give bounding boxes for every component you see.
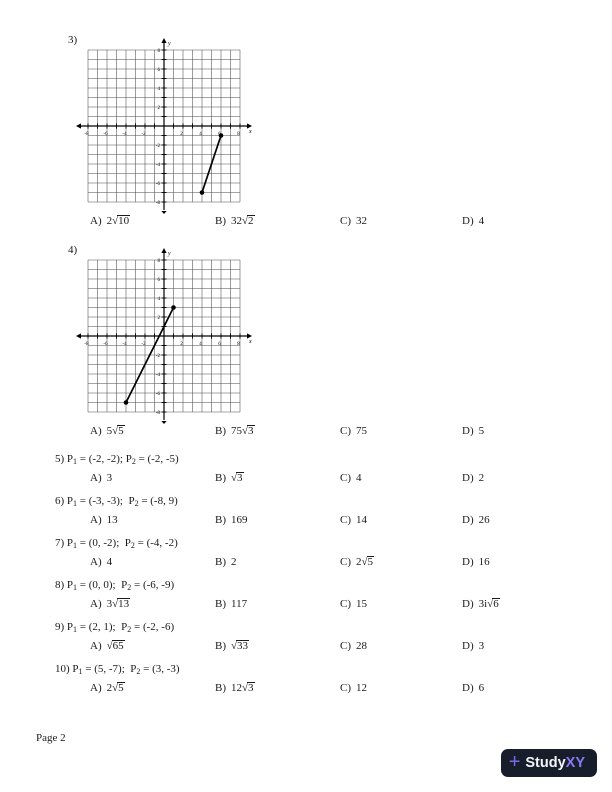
subscript-1: 1 xyxy=(73,583,78,592)
problem-statement: 7) $P_1 = (0$, -2); $P_2 = (-4$, -2) xyxy=(55,537,178,550)
choice-value: 2√5 xyxy=(356,556,374,568)
choice-label: D) xyxy=(462,640,474,652)
choice-label: A) xyxy=(90,514,102,526)
choice-value: 3 xyxy=(478,640,485,652)
choice-label: C) xyxy=(340,556,351,568)
choice-value: 4 xyxy=(356,472,362,484)
radicand: 3 xyxy=(237,472,243,484)
choice-label: B) xyxy=(215,556,226,568)
sqrt-symbol: √ xyxy=(361,556,367,568)
page-number-label: Page 2 xyxy=(36,732,66,744)
choice-A xyxy=(90,425,215,440)
choice-C xyxy=(340,598,462,613)
subscript-1: 1 xyxy=(73,541,78,550)
choice-B xyxy=(215,598,340,613)
choice-label: B) xyxy=(215,215,226,227)
choice-D xyxy=(462,425,612,440)
choice-B xyxy=(215,514,340,529)
svg-text:-4: -4 xyxy=(122,132,127,137)
radicand: 3 xyxy=(248,682,254,694)
radicand: 2 xyxy=(248,215,254,227)
choice-label: D) xyxy=(462,425,474,437)
sqrt-symbol: √ xyxy=(242,682,248,694)
choice-label: B) xyxy=(215,598,226,610)
choice-A xyxy=(90,640,215,655)
choice-D xyxy=(462,682,612,697)
brand-name-study: Study xyxy=(525,755,566,771)
svg-text:-2: -2 xyxy=(155,144,160,149)
problem-number: 4) xyxy=(68,244,78,256)
choice-label: D) xyxy=(462,682,474,694)
choice-C xyxy=(340,640,462,655)
problem-statement: 9) $P_1 = (2$, 1); $P_2 = (-2$, -6) xyxy=(55,621,175,634)
choice-value: 75 xyxy=(356,425,367,437)
choice-C xyxy=(340,215,462,230)
choice-label: C) xyxy=(340,640,351,652)
choice-value: 3i√6 xyxy=(478,598,499,610)
choice-label: A) xyxy=(90,425,102,437)
radicand: 65 xyxy=(112,640,124,652)
subscript-1: 1 xyxy=(73,457,78,466)
choice-value: 2√10 xyxy=(106,215,130,227)
choice-label: B) xyxy=(215,682,226,694)
radicand: 33 xyxy=(237,640,249,652)
answer-choices-row xyxy=(90,472,612,487)
choice-value: 15 xyxy=(356,598,367,610)
sqrt-symbol: √ xyxy=(231,640,237,652)
problem-4 xyxy=(0,242,612,440)
svg-text:8: 8 xyxy=(237,132,240,137)
choice-label: C) xyxy=(340,472,351,484)
choice-value: 2 xyxy=(478,472,485,484)
graph-wrapper xyxy=(78,32,612,212)
choice-D xyxy=(462,472,612,487)
problem-statement: 8) $P_1 = (0$, 0); $P_2 = (-6$, -9) xyxy=(55,579,175,592)
subscript-2: 2 xyxy=(134,499,139,508)
choice-B xyxy=(215,640,340,655)
problem-3 xyxy=(0,32,612,230)
problem-10 xyxy=(55,662,612,696)
choice-value: 4 xyxy=(478,215,485,227)
choice-value xyxy=(231,640,249,652)
choice-B xyxy=(215,682,340,697)
plus-icon: + xyxy=(508,751,521,773)
svg-text:x: x xyxy=(249,129,252,135)
svg-text:6: 6 xyxy=(218,342,221,347)
choice-value: 3 xyxy=(106,472,113,484)
problem-9 xyxy=(55,620,612,654)
svg-text:8: 8 xyxy=(157,259,160,264)
choice-label: C) xyxy=(340,215,351,227)
choice-label: D) xyxy=(462,556,474,568)
choice-C xyxy=(340,472,462,487)
choice-A xyxy=(90,556,215,571)
choice-value: 5 xyxy=(478,425,485,437)
choice-B xyxy=(215,472,340,487)
svg-text:-6: -6 xyxy=(103,132,108,137)
choice-value xyxy=(107,640,125,652)
subscript-2: 2 xyxy=(136,667,141,676)
choice-B xyxy=(215,556,340,571)
choice-D xyxy=(462,640,612,655)
choice-value: 26 xyxy=(478,514,490,526)
choice-A xyxy=(90,682,215,697)
answer-choices-row xyxy=(90,425,612,440)
choice-value: 14 xyxy=(356,514,367,526)
choice-C xyxy=(340,514,462,529)
sqrt-symbol: √ xyxy=(112,215,118,227)
choice-label: B) xyxy=(215,472,226,484)
brand-name-xy: XY xyxy=(565,755,585,771)
svg-text:-6: -6 xyxy=(103,342,108,347)
svg-text:4: 4 xyxy=(199,132,202,137)
svg-text:-2: -2 xyxy=(141,342,146,347)
svg-text:-2: -2 xyxy=(141,132,146,137)
svg-text:4: 4 xyxy=(157,297,160,302)
choice-label: C) xyxy=(340,514,351,526)
choice-C xyxy=(340,556,462,571)
svg-text:4: 4 xyxy=(157,87,160,92)
answer-choices-row xyxy=(90,682,612,697)
svg-text:4: 4 xyxy=(199,342,202,347)
choice-C xyxy=(340,682,462,697)
svg-text:-8: -8 xyxy=(84,132,89,137)
choice-value: 169 xyxy=(231,514,248,526)
choice-label: B) xyxy=(215,640,226,652)
answer-choices-row xyxy=(90,215,612,230)
sqrt-symbol: √ xyxy=(112,425,118,437)
choice-label: A) xyxy=(90,472,102,484)
answer-choices-row xyxy=(90,640,612,655)
choice-A xyxy=(90,598,215,613)
choice-D xyxy=(462,215,612,230)
studyxy-logo xyxy=(501,749,597,777)
subscript-2: 2 xyxy=(131,457,136,466)
problem-7 xyxy=(55,536,612,570)
choice-label: B) xyxy=(215,425,226,437)
svg-text:6: 6 xyxy=(157,278,160,283)
radicand: 5 xyxy=(118,425,124,437)
choice-label: D) xyxy=(462,215,474,227)
sqrt-symbol: √ xyxy=(487,598,493,610)
choice-A xyxy=(90,215,215,230)
choice-value: 2 xyxy=(231,556,237,568)
choice-label: A) xyxy=(90,215,102,227)
svg-text:2: 2 xyxy=(180,342,183,347)
choice-value xyxy=(231,472,244,484)
choice-value: 2√5 xyxy=(106,682,124,694)
radicand: 10 xyxy=(118,215,130,227)
problem-statement: 6) $P_1 = (-3$, -3); $P_2 = (-8$, 9) xyxy=(55,495,178,508)
subscript-2: 2 xyxy=(130,541,135,550)
answer-choices-row xyxy=(90,514,612,529)
svg-text:6: 6 xyxy=(157,68,160,73)
problem-5 xyxy=(55,452,612,486)
svg-text:8: 8 xyxy=(157,49,160,54)
subscript-2: 2 xyxy=(127,625,132,634)
choice-value: 4 xyxy=(106,556,113,568)
svg-text:-8: -8 xyxy=(155,201,160,206)
choice-label: B) xyxy=(215,514,226,526)
choice-value: 6 xyxy=(478,682,485,694)
svg-text:-4: -4 xyxy=(155,373,160,378)
answer-choices-row xyxy=(90,556,612,571)
sqrt-symbol: √ xyxy=(242,215,248,227)
choice-value: 75√3 xyxy=(231,425,254,437)
graph-wrapper xyxy=(78,242,612,422)
choice-value: 5√5 xyxy=(106,425,124,437)
choice-value: 3√13 xyxy=(106,598,130,610)
svg-text:2: 2 xyxy=(180,132,183,137)
radicand: 3 xyxy=(248,425,254,437)
svg-text:-8: -8 xyxy=(84,342,89,347)
sqrt-symbol: √ xyxy=(112,682,118,694)
svg-text:-6: -6 xyxy=(155,182,160,187)
problem-statement: 5) $P_1 = (-2$, -2); $P_2 = (-2$, -5) xyxy=(55,453,179,466)
choice-value: 32√2 xyxy=(231,215,254,227)
svg-text:-6: -6 xyxy=(155,392,160,397)
choice-label: A) xyxy=(90,682,102,694)
answer-choices-row xyxy=(90,598,612,613)
subscript-1: 1 xyxy=(73,499,78,508)
choice-label: D) xyxy=(462,472,474,484)
choice-D xyxy=(462,556,612,571)
choice-C xyxy=(340,425,462,440)
choice-value: 12 xyxy=(356,682,367,694)
sqrt-symbol: √ xyxy=(242,425,248,437)
sqrt-symbol: √ xyxy=(231,472,237,484)
sqrt-symbol: √ xyxy=(106,640,112,652)
choice-label: D) xyxy=(462,514,474,526)
choice-value: 32 xyxy=(356,215,367,227)
radicand: 5 xyxy=(367,556,374,568)
problem-number: 3) xyxy=(68,34,78,46)
choice-value: 117 xyxy=(231,598,248,610)
choice-B xyxy=(215,215,340,230)
subscript-1: 1 xyxy=(73,625,78,634)
radicand: 6 xyxy=(493,598,499,610)
choice-label: C) xyxy=(340,598,351,610)
radicand: 5 xyxy=(118,682,124,694)
choice-B xyxy=(215,425,340,440)
subscript-1: 1 xyxy=(78,667,83,676)
sqrt-symbol: √ xyxy=(112,598,118,610)
coordinate-grid-graph xyxy=(78,250,250,422)
choice-D xyxy=(462,598,612,613)
radicand: 13 xyxy=(118,598,130,610)
choice-label: C) xyxy=(340,425,351,437)
choice-label: C) xyxy=(340,682,351,694)
choice-value: 28 xyxy=(356,640,367,652)
choice-value: 16 xyxy=(478,556,490,568)
choice-A xyxy=(90,514,215,529)
choice-label: A) xyxy=(90,598,102,610)
choice-label: D) xyxy=(462,598,474,610)
svg-text:2: 2 xyxy=(157,316,160,321)
choice-label: A) xyxy=(90,556,102,568)
choice-value: 12√3 xyxy=(231,682,254,694)
svg-text:8: 8 xyxy=(237,342,240,347)
svg-text:y: y xyxy=(168,41,171,47)
problem-statement: 10) $P_1 = (5$, -7); $P_2 = (3$, -3) xyxy=(55,663,180,676)
problem-6 xyxy=(55,494,612,528)
svg-text:-4: -4 xyxy=(155,163,160,168)
choice-A xyxy=(90,472,215,487)
svg-text:-2: -2 xyxy=(155,354,160,359)
svg-text:x: x xyxy=(249,339,252,345)
brand-name xyxy=(525,755,585,771)
coordinate-grid-graph xyxy=(78,40,250,212)
svg-text:y: y xyxy=(168,251,171,257)
svg-text:-4: -4 xyxy=(122,342,127,347)
problem-8 xyxy=(55,578,612,612)
svg-text:-8: -8 xyxy=(155,411,160,416)
choice-value: 13 xyxy=(106,514,118,526)
svg-text:2: 2 xyxy=(157,106,160,111)
subscript-2: 2 xyxy=(127,583,132,592)
choice-D xyxy=(462,514,612,529)
choice-label: A) xyxy=(90,640,102,652)
